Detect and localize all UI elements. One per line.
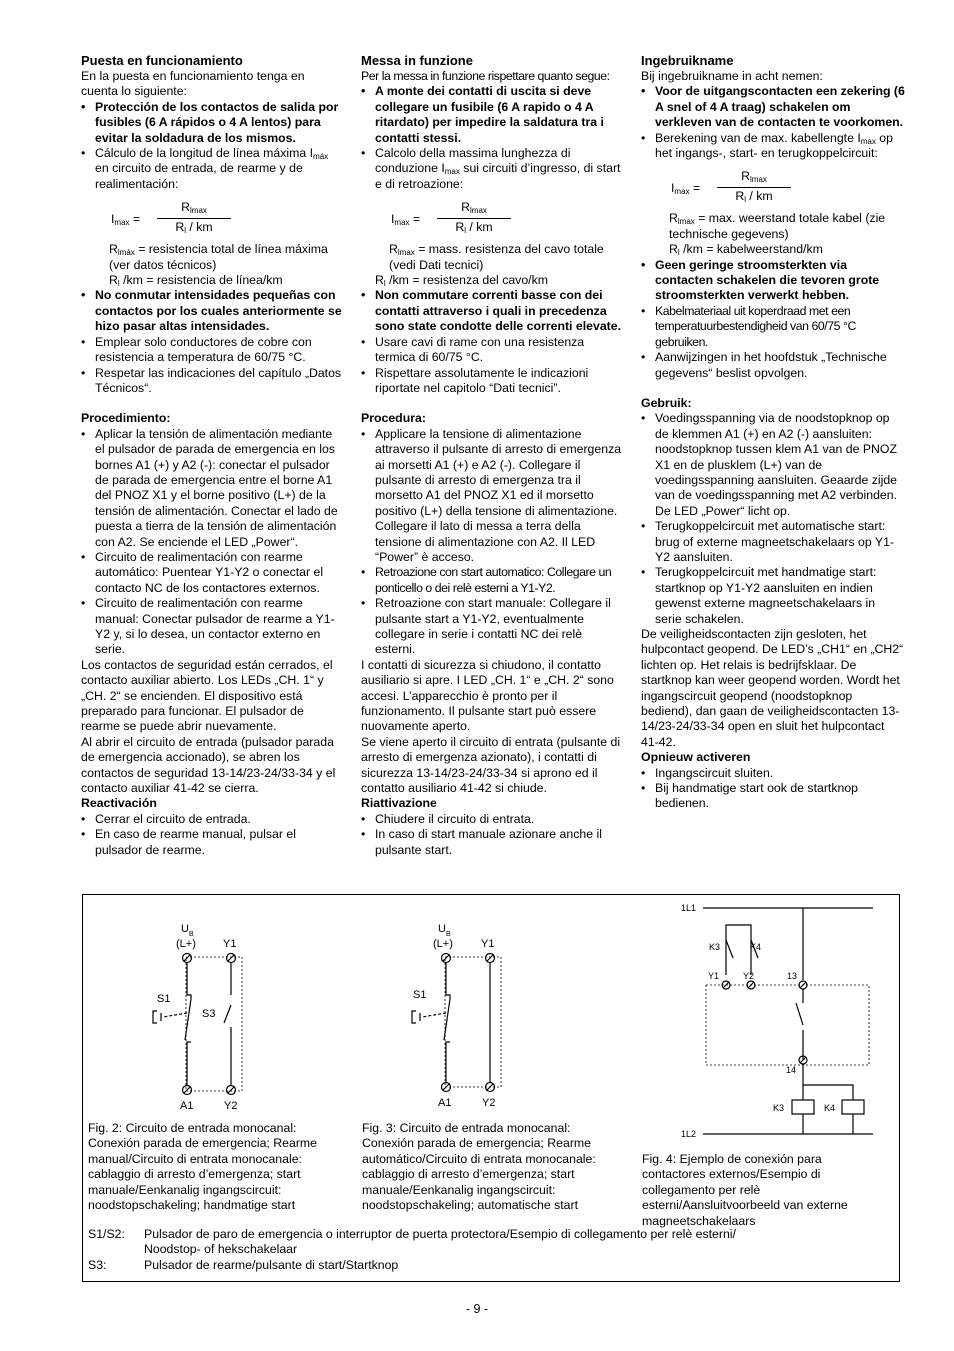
list-item: • Retroazione con start manuale: Collegare il pulsante start a Y1-Y2, eventualmente collegare in serie i contatti NC dei relè esterni. [361, 596, 623, 658]
svg-text:Y2: Y2 [482, 1097, 496, 1109]
paragraph: Los contactos de seguridad están cerrados, el contacto auxiliar abierto. Los LEDs „CH. 1“ y „CH. 2“ se encienden. El dispositivo está preparado para funcionar. El pulsador de rearme se puede abrir nuevamente. [81, 657, 333, 734]
legend-key-s1s2: S1/S2: [88, 1227, 125, 1241]
svg-text:Y1: Y1 [481, 938, 495, 950]
list-item: • Retroazione con start automatico: Collegare un ponticello o dei relè esterni a Y1-Y2. [361, 565, 623, 596]
list-item: • Terugkoppelcircuit met handmatige start: startknop op Y1-Y2 aansluiten en indien gewenst externe magneetschakelaars in serie schakelen. [641, 565, 905, 627]
list-item: • Terugkoppelcircuit met automatische start: brug of externe magneetschakelaars op Y1-Y2 aansluiten. [641, 519, 905, 565]
svg-text:Y2: Y2 [224, 1100, 238, 1112]
list-item: • Calcolo della massima lunghezza di conduzione $I_{max}$ sui circuiti d’ingresso, di start e di retroazione: [361, 146, 623, 192]
list-item: • Circuito de realimentación con rearme automático: Puentear Y1-Y2 o conectar el contacto NC de los contactores externos. [81, 550, 343, 596]
figures-box [82, 894, 900, 1282]
list-item: • Applicare la tensione di alimentazione attraverso il pulsante di arresto di emergenza ai morsetti A1 (+) e A2 (-). Collegare il pulsante di arresto di emergenza tra il morsetto A1 del PNOZ X1 ed il morsetto positivo (L+) della tensione di alimentazione. Collegare il lato di messa a terra della tensione di alimentazione con A2. Il LED “Power” è acceso. [361, 427, 623, 566]
procedure-heading: Procedimiento: [81, 411, 171, 426]
legend-key-s3: S3: [88, 1258, 107, 1272]
formula-definition: $R_l$ /km = resistenza del cavo/km [375, 273, 548, 289]
fig2-circuit [153, 923, 242, 1112]
svg-text:S1: S1 [413, 989, 427, 1001]
svg-text:B: B [189, 931, 194, 938]
paragraph: Al abrir el circuito de entrada (pulsador parada de emergencia accionado), se abren los contactos de seguridad 13-14/23-24/33-34 y el contacto auxiliar 41-42 se cierra. [81, 734, 336, 796]
intro-text: En la puesta en funcionamiento tenga en cuenta lo siguiente: [81, 69, 305, 99]
list-item: • Voor de uitgangscontacten een zekering (6 A snel of 4 A traag) schakelen om verkleven van de contacten te voorkomen. [641, 84, 905, 130]
legend-value-s1s2-cont: Noodstop- of hekschakelaar [144, 1242, 298, 1256]
paragraph: I contatti di sicurezza si chiudono, il contatto ausiliario si apre. I LED „CH. 1“ e „CH. 2“ sono accesi. L’apparecchio è pronto per il funzionamento. Il pulsante start può essere nuovamente aperto. [361, 657, 614, 734]
legend-value-s3: Pulsador de rearme/pulsante di start/Startknop [144, 1258, 399, 1272]
formula-definition: $R_{lmax} = \max$. weerstand totale kabel (zie technische gegevens) [669, 211, 886, 241]
svg-text:S3: S3 [202, 1008, 216, 1020]
svg-text:Y1: Y1 [223, 938, 237, 950]
list-item: • En caso de rearme manual, pulsar el pulsador de rearme. [81, 827, 343, 858]
list-item: • A monte dei contatti di uscita si deve collegare un fusibile (6 A rapido o 4 A ritardato) per impedire la saldatura tra i contatti stessi. [361, 84, 623, 146]
svg-text:Y2: Y2 [743, 971, 755, 981]
procedure-list [81, 427, 343, 658]
list-item: • Aanwijzingen in het hoofdstuk „Technische gegevens“ beslist opvolgen. [641, 350, 905, 381]
list-item: • No conmutar intensidades pequeñas con contactos por los cuales anteriormente se hizo pasar altas intensidades. [81, 288, 343, 334]
reactivation-heading: Reactivación [81, 796, 157, 811]
list-item: • Voedingsspanning via de noodstopknop op de klemmen A1 (+) en A2 (-) aansluiten: noodstopknop tussen klem A1 van de PNOZ X1 en de plusklem (L+) van de voedingsspanning aansluiten. Geaarde zijde van de voedingsspanning met A2 verbinden. De LED „Power“ licht op. [641, 411, 905, 519]
list-item: • Usare cavi di rame con una resistenza termica di 60/75 °C. [361, 335, 623, 366]
legend-value-s1s2: Pulsador de paro de emergencia o interruptor de puerta protectora/Esempio di collegamento per relè esterni/ [144, 1227, 736, 1241]
list-item: • Aplicar la tensión de alimentación mediante el pulsador de parada de emergencia en los bornes A1 (+) y A2 (-): conectar el pulsador de parada de emergencia entre el borne A1 del PNOZ X1 y el borne positivo (L+) de la tensión de alimentación. Conectar el lado de puesta a tierra de la tensión de alimentación con A2. Se enciende el LED „Power“. [81, 427, 343, 550]
procedure-heading: Procedura: [361, 411, 426, 426]
paragraph: Se viene aperto il circuito di entrata (pulsante di arresto di emergenza azionato), i contatti di sicurezza 13-14/23-24/33-34 si aprono ed il contatto ausiliario 41-42 si chiude. [361, 734, 621, 796]
list-item: • Emplear solo conductores de cobre con resistencia a temperatura de 60/75 °C. [81, 335, 343, 366]
list-item: • Kabelmateriaal uit koperdraad met een temperatuurbestendigheid van 60/75 °C gebruiken. [641, 304, 905, 350]
fig3-circuit [412, 923, 501, 1109]
svg-text:A1: A1 [438, 1097, 452, 1109]
fig3-caption: Fig. 3: Circuito de entrada monocanal: Conexión parada de emergencia; Rearme automático/Circuito di entrata monocanale: cablaggio di arresto d’emergenza; start manuale/Eenkanalig ingangscircuit: noodstopschakeling; automatische start [362, 1121, 596, 1213]
svg-text:K3: K3 [709, 942, 721, 952]
fig4-caption: Fig. 4: Ejemplo de conexión para contactores externos/Esempio di collegamento per relè esterni/Aansluitvoorbeeld van externe magneetschakelaars [642, 1152, 848, 1228]
procedure-heading: Gebruik: [641, 395, 692, 410]
svg-text:(L+): (L+) [433, 938, 453, 950]
svg-text:1L1: 1L1 [681, 903, 697, 913]
svg-text:K4: K4 [750, 942, 762, 952]
column-dutch [641, 52, 905, 812]
intro-text: Per la messa in funzione rispettare quanto segue: [361, 69, 610, 83]
formula: $I_{max}$ = $R_{lmax}$ $R_l$ / km [671, 169, 905, 207]
formula: $I_{max}$ = $R_{lmax}$ $R_l$ / km [111, 200, 343, 238]
list-item: • Chiudere il circuito di entrata. [361, 812, 623, 827]
list-item: • Respetar las indicaciones del capítulo „Datos Técnicos“. [81, 366, 343, 397]
formula-definition: $R_{lmax}$ = mass. resistenza del cavo totale (vedi Dati tecnici) [389, 242, 604, 272]
svg-text:14: 14 [786, 1065, 797, 1075]
svg-text:1L2: 1L2 [681, 1129, 697, 1139]
requirements-list [81, 100, 343, 192]
list-item: • In caso di start manuale azionare anche il pulsante start. [361, 827, 623, 858]
page-number: - 9 - [465, 1302, 489, 1316]
svg-text:A1: A1 [180, 1100, 194, 1112]
formula-definition: $R_l$ /km = resistencia de línea/km [109, 273, 283, 289]
svg-text:(L+): (L+) [176, 938, 196, 950]
svg-text:Y1: Y1 [708, 971, 720, 981]
svg-text:13: 13 [787, 971, 798, 981]
list-item: • Geen geringe stroomsterkten via contacten schakelen die tevoren grote stroomsterkten verwerkt hebben. [641, 258, 905, 304]
fig4-circuit [681, 903, 873, 1139]
list-item: • Circuito de realimentación con rearme manual: Conectar pulsador de rearme a Y1-Y2 y, si lo desea, un contactor externo en serie. [81, 596, 343, 658]
column-spanish [81, 52, 343, 858]
fig2-caption: Fig. 2: Circuito de entrada monocanal: Conexión parada de emergencia; Rearme manual/Circuito di entrata monocanale: cablaggio di arresto d’emergenza; start manuale/Eenkanalig ingangscircuit: noodstopschakeling; handmatige start [88, 1121, 317, 1213]
section-title: Puesta en funcionamiento [81, 53, 243, 68]
list-item: • Berekening van de max. kabellengte $I_{max}$ op het ingangs-, start- en terugkoppelcircuit: [641, 131, 905, 162]
list-item: • Rispettare assolutamente le indicazioni riportate nel capitolo “Dati tecnici”. [361, 366, 623, 397]
svg-text:U: U [181, 923, 189, 935]
reactivation-heading: Riattivazione [361, 796, 437, 811]
formula-definition: $R_{lmáx}$ = resistencia total de línea máxima (ver datos técnicos) [109, 242, 328, 272]
intro-text: Bij ingebruikname in acht nemen: [641, 69, 823, 83]
list-item: • Cálculo de la longitud de línea máxima $I_{máx}$ en circuito de entrada, de rearme y de realimentación: [81, 146, 343, 192]
list-item: • Cerrar el circuito de entrada. [81, 812, 343, 827]
svg-text:U: U [438, 923, 446, 935]
section-title: Messa in funzione [361, 53, 473, 68]
section-title: Ingebruikname [641, 53, 734, 68]
svg-text:S1: S1 [157, 993, 171, 1005]
reactivation-heading: Opnieuw activeren [641, 750, 751, 765]
list-item: • Non commutare correnti basse con dei contatti attraverso i quali in precedenza sono state condotte delle correnti elevate. [361, 288, 623, 334]
formula: $I_{max}$ = $R_{lmax}$ $R_l$ / km [391, 200, 623, 238]
list-item: • Ingangscircuit sluiten. [641, 766, 905, 781]
svg-text:B: B [446, 931, 451, 938]
column-italian [361, 52, 623, 858]
formula-definition: $R_l$ /km = kabelweerstand/km [669, 242, 823, 258]
paragraph: De veiligheidscontacten zijn gesloten, het hulpcontact geopend. De LED’s „CH1“ en „CH2“ lichten op. Het relais is bedrijfsklaar. De startknop kan weer geopend worden. Wordt het ingangscircuit geopend (noodstopknop bediend), dan gaan de veiligheidscontacten 13-14/23-24/33-34 open en sluit het hulpcontact 41-42. [641, 627, 904, 749]
list-item: • Bij handmatige start ook de startknop bedienen. [641, 781, 905, 812]
list-item: • Protección de los contactos de salida por fusibles (6 A rápidos o 4 A lentos) para evitar la soldadura de los mismos. [81, 100, 343, 146]
svg-text:K4: K4 [824, 1103, 836, 1113]
svg-text:K3: K3 [773, 1103, 785, 1113]
